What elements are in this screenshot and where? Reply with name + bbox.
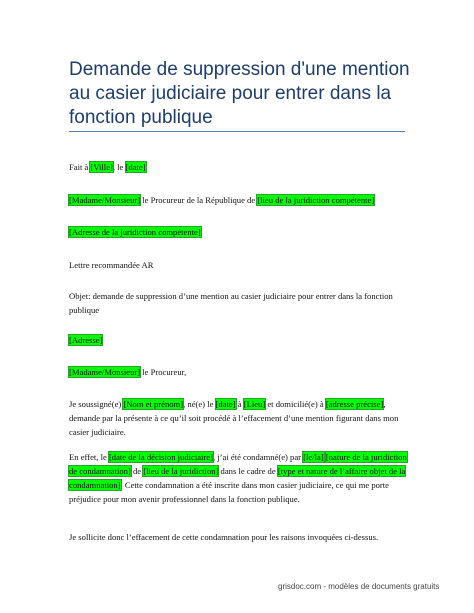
- title-divider: [69, 131, 405, 132]
- footer-text: - modèles de documents gratuits: [321, 582, 440, 591]
- para1-text-4: et domicilié(e) à: [265, 399, 326, 409]
- recipient-line: [69, 193, 411, 207]
- placeholder-birth-date: [date]: [215, 399, 236, 409]
- salutation-line: [69, 365, 411, 379]
- placeholder-jurisdiction: [lieu de la juridiction compétente]: [257, 195, 375, 205]
- placeholder-date: [date]: [125, 162, 146, 172]
- subject-line: Objet: demande de suppression d’une mention au casier judiciaire pour entrer dans la fonction publique: [69, 291, 393, 315]
- paragraph-conviction: [69, 450, 409, 506]
- footer: [278, 582, 439, 591]
- placeholder-le-la: [le/la]: [303, 452, 324, 462]
- date-line: [69, 160, 411, 174]
- placeholder-case-type: [type et nature de l’affaire objet de la condamnation]: [69, 466, 406, 490]
- placeholder-precise-address: [adresse précise]: [325, 399, 384, 409]
- para1-text-5: , demande par la présente à ce qu’il soit procédé à l’effacement d’une mention figurant dans mon casier judiciaire.: [69, 399, 399, 437]
- para2-text-5: dans le cadre de: [218, 466, 278, 476]
- recipient-text: le Procureur de la République de: [140, 195, 258, 205]
- placeholder-nom-prenom: [Nom et prénom]: [123, 399, 184, 409]
- para1-text-1: Je soussigné(e): [69, 399, 124, 409]
- placeholder-address: [Adresse]: [69, 335, 103, 345]
- placeholder-salutation-civility: [Madame/Monsieur]: [69, 367, 141, 377]
- placeholder-civility: [Madame/Monsieur]: [69, 195, 141, 205]
- placeholder-court-nature: [nature de la juridiction de condamnation]: [69, 452, 407, 476]
- paragraph-identity: [69, 397, 407, 439]
- address-line: [69, 333, 411, 347]
- jurisdiction-address-line: [69, 225, 411, 239]
- para1-text-3: à: [235, 399, 244, 409]
- placeholder-ville: [Ville]: [90, 162, 113, 172]
- placeholder-decision-date: [date de la décision judiciaire]: [108, 452, 213, 462]
- para2-text-4: de: [130, 466, 144, 476]
- paragraph-request: Je sollicite donc l’effacement de cette condamnation pour les raisons invoquées ci-dessus.: [69, 532, 379, 542]
- date-line-sep: , le: [112, 162, 126, 172]
- footer-site-link[interactable]: grisdoc.com: [278, 582, 322, 591]
- placeholder-jurisdiction-address: [Adresse de la juridiction compétente]: [69, 227, 201, 237]
- date-line-prefix: Fait à: [69, 162, 91, 172]
- placeholder-birth-place: [Lieu]: [243, 399, 266, 409]
- registered-letter-line: Lettre recommandée AR: [69, 260, 154, 270]
- para2-text-2: , j’ai été condamné(e) par: [212, 452, 304, 462]
- para1-text-2: , né(e) le: [183, 399, 216, 409]
- para2-text-6: . Cette condamnation a été inscrite dans mon casier judiciaire, ce qui me porte préjudice pour mon avenir professionnel dans la fonction publique.: [69, 480, 390, 504]
- placeholder-court-place: [lieu de la juridiction]: [143, 466, 219, 476]
- document-title: Demande de suppression d'une mention au casier judiciaire pour entrer dans la fonction publique: [69, 59, 410, 128]
- para2-text-1: En effet, le: [69, 452, 109, 462]
- salutation-text: le Procureur,: [140, 367, 187, 377]
